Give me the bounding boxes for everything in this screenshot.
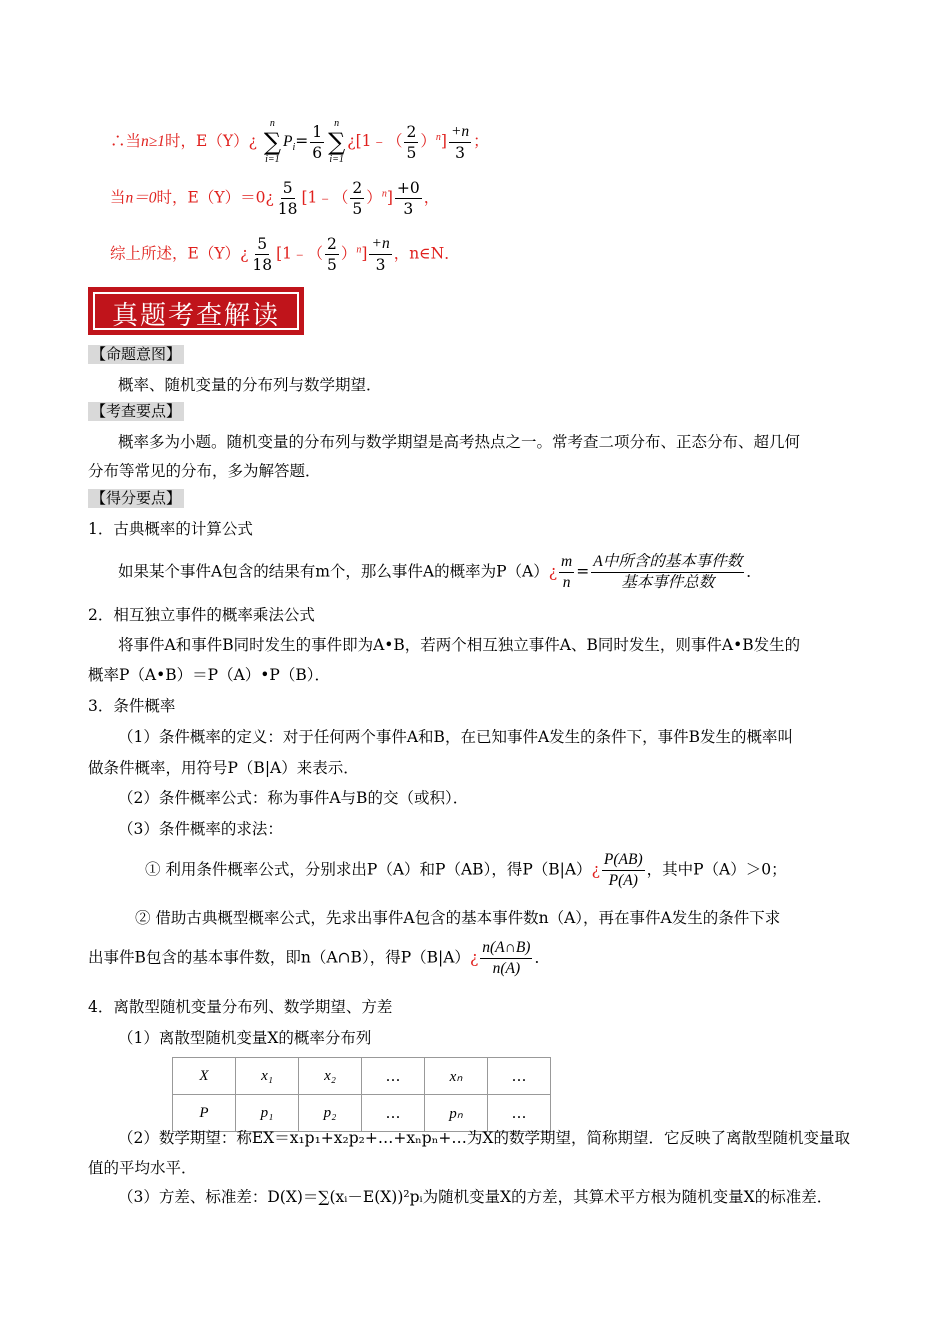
text: ¿ — [347, 132, 356, 150]
section-banner — [88, 287, 304, 335]
solution-line-1 — [110, 118, 489, 166]
text: ∴当 — [110, 132, 142, 150]
text: ． — [534, 948, 550, 967]
paragraph-3-3: （3）条件概率的求法： — [118, 820, 283, 838]
fraction — [449, 122, 471, 163]
points-text-2: 分布等常见的分布，多为解答题． — [88, 462, 321, 480]
paragraph-3-1b: 做条件概率，用符号P（B|A）来表示． — [88, 759, 359, 777]
table-cell: x₁ — [236, 1058, 299, 1095]
text: 基本事件总数 — [621, 574, 715, 591]
sum-symbol: n ∑ i=1 — [328, 118, 346, 165]
text: ¿ — [248, 132, 257, 150]
paragraph-4-3: （3）方差、标准差：D(X)＝∑(xᵢ－E(X))²pᵢ为随机变量X的方差，其算术平方根为随机变量X的标准差． — [118, 1188, 833, 1206]
table-cell: … — [488, 1095, 551, 1132]
text: = — [576, 562, 590, 581]
text: [1﹣（ — [301, 188, 349, 207]
paragraph-4-2a: （2）数学期望：称EX＝x₁p₁+x₂p₂+…+xₙpₙ+…为X的数学期望，简称期望．它反映了离散型随机变量取 — [118, 1129, 850, 1147]
text: 如果某个事件A包含的结果有m个，那么事件A的概率为P（A） — [118, 562, 549, 581]
table-cell: p₂ — [299, 1095, 362, 1132]
text: i=1 — [329, 154, 344, 165]
text: +0 — [396, 179, 420, 197]
text: 5 — [282, 179, 293, 197]
paragraph-3-1a: （1）条件概率的定义：对于任何两个事件A和B，在已知事件A发生的条件下，事件B发生的概率叫 — [118, 728, 794, 746]
text: 出事件B包含的基本事件数，即n（A∩B），得P（B|A） — [88, 948, 470, 967]
text: ] — [440, 132, 447, 150]
sum-symbol: n ∑ i=1 — [263, 118, 281, 165]
text: i=1 — [265, 154, 280, 165]
banner-title: 真题考查解读 — [111, 301, 280, 331]
text: 18 — [252, 256, 273, 274]
paragraph-3-c2b — [88, 938, 550, 979]
text: 18 — [277, 200, 298, 218]
score-tag: 【得分要点】 — [88, 489, 184, 508]
text: ， — [423, 188, 440, 207]
points-text-1: 概率多为小题。随机变量的分布列与数学期望是高考热点之一。常考查二项分布、正态分布、超几何 — [118, 433, 801, 451]
text: 2 — [406, 122, 417, 141]
text: n — [269, 118, 275, 129]
text: n — [381, 188, 387, 200]
table-cell: … — [362, 1095, 425, 1132]
text: ¿ — [591, 860, 600, 879]
text: n — [356, 244, 362, 256]
paragraph-2-line-1: 将事件A和事件B同时发生的事件即为A•B，若两个相互独立事件A、B同时发生，则事件A•B发生的 — [118, 636, 801, 654]
text: n — [334, 118, 340, 129]
heading-4: 4．离散型随机变量分布列、数学期望、方差 — [88, 998, 393, 1016]
table-cell: X — [173, 1058, 236, 1095]
fraction — [395, 178, 422, 219]
intent-tag: 【命题意图】 — [88, 345, 184, 364]
text: 时，E（Y）＝0 — [156, 188, 266, 207]
heading-2: 2．相互独立事件的概率乘法公式 — [88, 606, 315, 624]
text: ； — [473, 132, 489, 150]
paragraph-4-1: （1）离散型随机变量X的概率分布列 — [118, 1029, 372, 1047]
table-cell: pₙ — [425, 1095, 488, 1132]
text: ） — [420, 132, 436, 150]
text: n≥1 — [141, 133, 166, 150]
fraction — [480, 938, 532, 979]
points-tag: 【考查要点】 — [88, 402, 184, 421]
text: 5 — [257, 235, 268, 253]
text: +n — [369, 234, 391, 255]
text: [1﹣（ — [276, 244, 324, 263]
table-cell: … — [362, 1058, 425, 1095]
distribution-table — [172, 1057, 551, 1132]
text: +n — [449, 122, 471, 143]
text: ． — [746, 562, 762, 581]
text: 3 — [403, 200, 414, 218]
fraction — [310, 122, 324, 163]
text: ¿ — [548, 562, 558, 581]
text: 5 — [327, 256, 337, 274]
text: ¿ — [265, 188, 274, 207]
text: i — [292, 142, 296, 154]
solution-line-2 — [110, 178, 439, 219]
table-cell: … — [488, 1058, 551, 1095]
text: 6 — [312, 143, 323, 162]
solution-line-3 — [110, 234, 460, 275]
text: m — [559, 552, 574, 573]
paragraph-2-line-2: 概率P（A•B）＝P（A）•P（B）． — [88, 666, 330, 684]
text: n — [435, 131, 441, 143]
text: A中所含的基本事件数 — [591, 552, 744, 573]
text: 3 — [455, 143, 465, 162]
table-cell: xₙ — [425, 1058, 488, 1095]
table-row — [173, 1095, 551, 1132]
text: ] — [386, 188, 393, 207]
table-row — [173, 1058, 551, 1095]
text: P(A) — [608, 872, 638, 889]
table-cell: P — [173, 1095, 236, 1132]
text: 2 — [327, 235, 337, 253]
text: n＝0 — [125, 189, 157, 207]
text: ，n∈N． — [393, 244, 460, 263]
fraction — [350, 178, 364, 219]
fraction — [559, 552, 574, 593]
text: P(AB) — [602, 850, 645, 871]
heading-1: 1．古典概率的计算公式 — [88, 520, 253, 538]
text: ① 利用条件概率公式，分别求出P（A）和P（AB），得P（B|A） — [145, 860, 592, 879]
table-cell: p₁ — [236, 1095, 299, 1132]
text: [1﹣（ — [355, 132, 403, 150]
paragraph-4-2b: 值的平均水平． — [88, 1159, 197, 1177]
text: ] — [361, 244, 368, 263]
text: 时，E（Y） — [165, 132, 249, 150]
intent-text: 概率、随机变量的分布列与数学期望． — [118, 376, 382, 394]
table-cell: x₂ — [299, 1058, 362, 1095]
paragraph-3-2: （2）条件概率公式：称为事件A与B的交（或积）． — [118, 789, 469, 807]
fraction — [404, 122, 418, 163]
heading-3: 3．条件概率 — [88, 697, 176, 715]
fraction — [276, 178, 300, 219]
text: 当 — [110, 188, 126, 207]
text: n(A∩B) — [480, 938, 532, 959]
text: n(A) — [492, 960, 521, 977]
paragraph-1 — [118, 552, 762, 593]
text: 3 — [375, 256, 386, 274]
text: ，其中P（A）＞0； — [646, 860, 787, 879]
text: P — [282, 133, 293, 150]
text: 5 — [406, 143, 417, 162]
paragraph-3-c1 — [145, 850, 787, 891]
fraction — [369, 234, 391, 275]
text: ¿ — [469, 948, 479, 967]
text: 1 — [312, 122, 323, 141]
text: ） — [366, 188, 382, 207]
fraction — [325, 234, 339, 275]
text: ） — [340, 244, 357, 263]
text: 综上所述，E（Y） — [110, 244, 241, 263]
fraction — [250, 234, 274, 275]
fraction — [602, 850, 645, 891]
text: = — [295, 132, 309, 150]
paragraph-3-c2a: ② 借助古典概型概率公式，先求出事件A包含的基本事件数n（A），再在事件A发生的条件下求 — [135, 909, 781, 927]
text: 5 — [352, 200, 363, 218]
text: 2 — [352, 179, 363, 197]
text: n — [562, 574, 571, 591]
fraction — [591, 552, 744, 593]
text: ¿ — [240, 244, 249, 263]
